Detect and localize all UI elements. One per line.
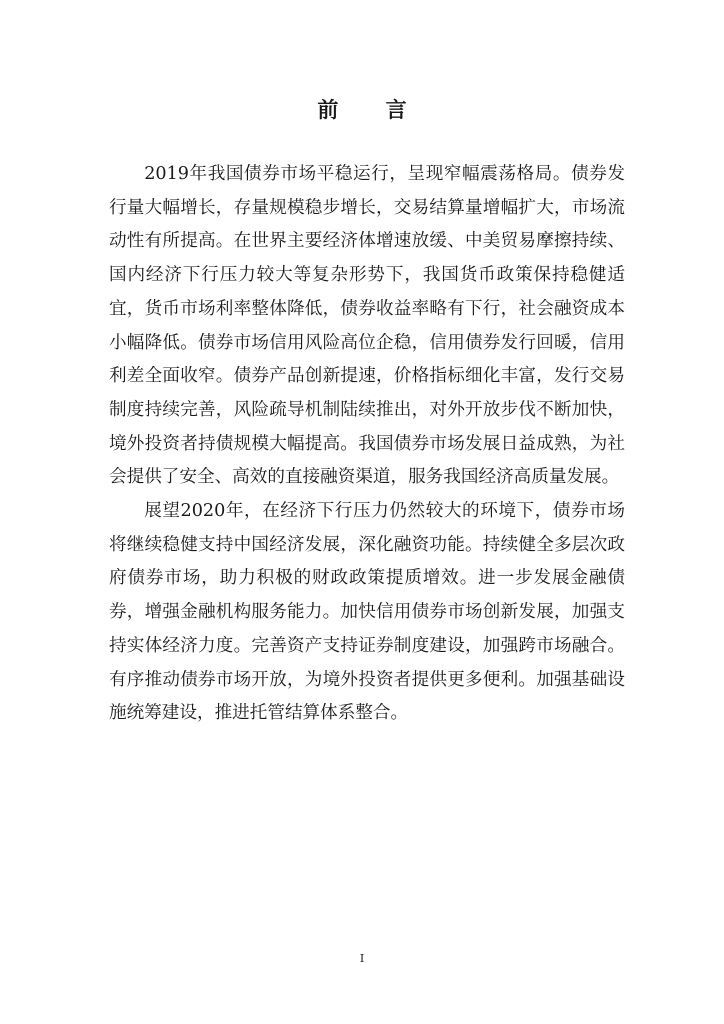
- paragraph-1: 2019年我国债券市场平稳运行，呈现窄幅震荡格局。债券发行量大幅增长，存量规模稳步增长，交易结算量增幅扩大，市场流动性有所提高。在世界主要经济体增速放缓、中美贸易摩擦持续、国内经济下行压力较大等复杂形势下，我国货币政策保持稳健适宜，货币市场利率整体降低，债券收益率略有下行，社会融资成本小幅降低。债券市场信用风险高位企稳，信用债券发行回暖，信用利差全面收窄。债券产品创新提速，价格指标细化丰富，发行交易制度持续完善，风险疏导机制陆续推出，对外开放步伐不断加快，境外投资者持债规模大幅提高。我国债券市场发展日益成熟，为社会提供了安全、高效的直接融资渠道，服务我国经济高质量发展。: [109, 164, 625, 488]
- paragraph-2: 展望2020年，在经济下行压力仍然较大的环境下，债券市场将继续稳健支持中国经济发展，深化融资功能。持续健全多层次政府债券市场，助力积极的财政政策提质增效。进一步发展金融债券，增强金融机构服务能力。加快信用债券市场创新发展，加强支持实体经济力度。完善资产支持证券制度建设，加强跨市场融合。有序推动债券市场开放，为境外投资者提供更多便利。加强基础设施统筹建设，推进托管结算体系整合。: [109, 501, 625, 724]
- page-number: I: [359, 952, 365, 965]
- page-title: 前 言: [317, 97, 427, 122]
- body-text: [109, 158, 625, 731]
